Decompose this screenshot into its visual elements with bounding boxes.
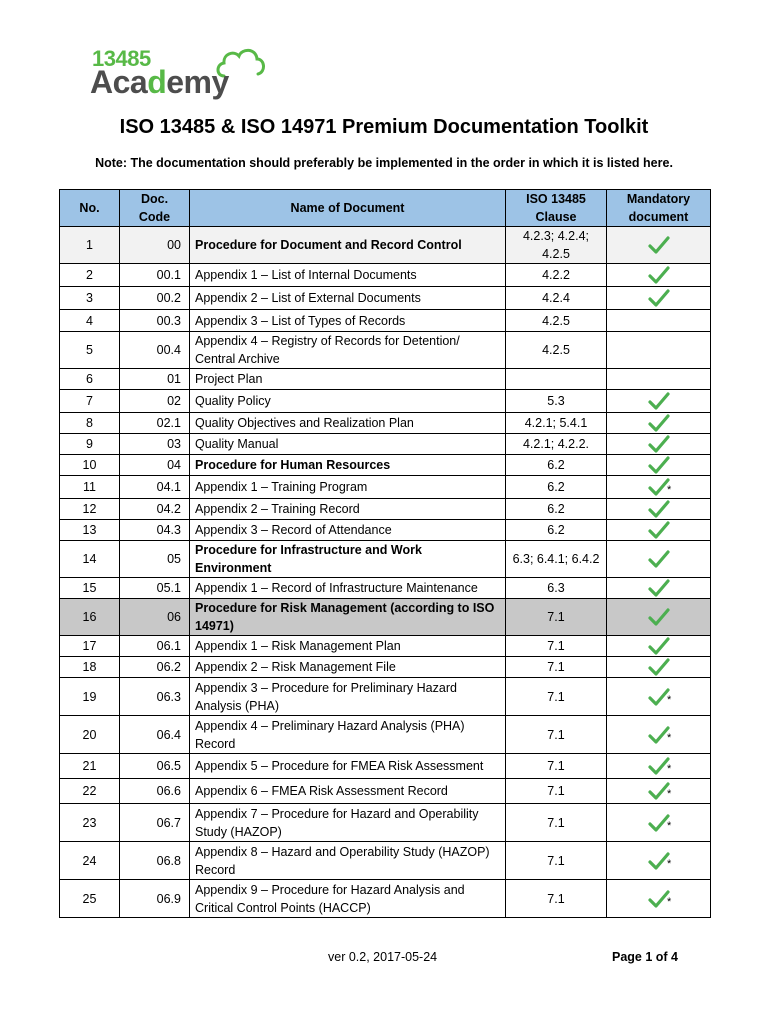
table-row <box>60 541 711 578</box>
row-number: 3 <box>60 287 120 310</box>
documents-table <box>59 189 711 918</box>
document-name: Appendix 3 – Record of Attendance <box>190 520 506 541</box>
header-doc-code: Doc. Code <box>120 190 190 227</box>
document-name: Appendix 1 – Risk Management Plan <box>190 636 506 657</box>
row-number: 17 <box>60 636 120 657</box>
iso-clause: 4.2.1; 4.2.2. <box>506 434 607 455</box>
mandatory-cell <box>607 310 711 332</box>
iso-clause: 7.1 <box>506 754 607 779</box>
document-name: Appendix 1 – Training Program <box>190 476 506 499</box>
header-name: Name of Document <box>190 190 506 227</box>
table-row <box>60 287 711 310</box>
mandatory-cell <box>607 804 711 842</box>
document-name: Appendix 4 – Registry of Records for Detention/ Central Archive <box>190 332 506 369</box>
doc-code: 05 <box>120 541 190 578</box>
row-number: 16 <box>60 599 120 636</box>
mandatory-cell <box>607 678 711 716</box>
footnote-star: * <box>667 763 672 775</box>
document-name: Appendix 8 – Hazard and Operability Study (HAZOP) Record <box>190 842 506 880</box>
doc-code: 06.4 <box>120 716 190 754</box>
document-name: Appendix 1 – List of Internal Documents <box>190 264 506 287</box>
document-name: Appendix 5 – Procedure for FMEA Risk Assessment <box>190 754 506 779</box>
iso-clause <box>506 369 607 390</box>
implementation-note: Note: The documentation should preferably be implemented in the order in which it is listed here. <box>95 156 673 170</box>
mandatory-cell <box>607 716 711 754</box>
doc-code: 06.9 <box>120 880 190 918</box>
mandatory-cell <box>607 287 711 310</box>
checkmark-icon <box>648 265 670 285</box>
mandatory-cell <box>607 842 711 880</box>
checkmark-icon <box>648 657 670 677</box>
iso-clause: 4.2.2 <box>506 264 607 287</box>
doc-code: 06.1 <box>120 636 190 657</box>
doc-code: 06.8 <box>120 842 190 880</box>
iso-clause: 7.1 <box>506 880 607 918</box>
doc-code: 02.1 <box>120 413 190 434</box>
iso-clause: 6.2 <box>506 520 607 541</box>
iso-clause: 7.1 <box>506 678 607 716</box>
table-row <box>60 390 711 413</box>
header-clause: ISO 13485 Clause <box>506 190 607 227</box>
row-number: 20 <box>60 716 120 754</box>
table-row <box>60 599 711 636</box>
mandatory-cell <box>607 413 711 434</box>
row-number: 5 <box>60 332 120 369</box>
header-no: No. <box>60 190 120 227</box>
document-name: Appendix 2 – Training Record <box>190 499 506 520</box>
table-row <box>60 716 711 754</box>
document-name: Procedure for Document and Record Control <box>190 227 506 264</box>
iso-clause: 7.1 <box>506 716 607 754</box>
table-row <box>60 227 711 264</box>
iso-clause: 4.2.1; 5.4.1 <box>506 413 607 434</box>
doc-code: 06.5 <box>120 754 190 779</box>
doc-code: 06.3 <box>120 678 190 716</box>
iso-clause: 4.2.3; 4.2.4; 4.2.5 <box>506 227 607 264</box>
row-number: 14 <box>60 541 120 578</box>
iso-clause: 7.1 <box>506 636 607 657</box>
checkmark-icon <box>648 413 670 433</box>
document-name: Appendix 6 – FMEA Risk Assessment Record <box>190 779 506 804</box>
document-name: Quality Policy <box>190 390 506 413</box>
iso-clause: 5.3 <box>506 390 607 413</box>
iso-clause: 7.1 <box>506 599 607 636</box>
row-number: 15 <box>60 578 120 599</box>
row-number: 19 <box>60 678 120 716</box>
table-row <box>60 657 711 678</box>
mandatory-cell <box>607 779 711 804</box>
row-number: 24 <box>60 842 120 880</box>
table-row <box>60 369 711 390</box>
checkmark-icon <box>648 434 670 454</box>
row-number: 13 <box>60 520 120 541</box>
row-number: 7 <box>60 390 120 413</box>
iso-clause: 4.2.4 <box>506 287 607 310</box>
document-name: Appendix 9 – Procedure for Hazard Analysis and Critical Control Points (HACCP) <box>190 880 506 918</box>
row-number: 4 <box>60 310 120 332</box>
row-number: 9 <box>60 434 120 455</box>
mandatory-cell <box>607 599 711 636</box>
footnote-star: * <box>667 693 672 706</box>
mandatory-cell <box>607 227 711 264</box>
document-name: Procedure for Risk Management (according to ISO 14971) <box>190 599 506 636</box>
iso-clause: 6.2 <box>506 455 607 476</box>
doc-code: 04 <box>120 455 190 476</box>
row-number: 1 <box>60 227 120 264</box>
iso-clause: 4.2.5 <box>506 310 607 332</box>
table-row <box>60 804 711 842</box>
footnote-star: * <box>667 731 672 744</box>
doc-code: 06.6 <box>120 779 190 804</box>
document-name: Project Plan <box>190 369 506 390</box>
doc-code: 05.1 <box>120 578 190 599</box>
mandatory-cell <box>607 332 711 369</box>
iso-clause: 6.2 <box>506 499 607 520</box>
doc-code: 06.2 <box>120 657 190 678</box>
document-title: ISO 13485 & ISO 14971 Premium Documentation Toolkit <box>119 116 649 138</box>
footnote-star: * <box>667 895 672 908</box>
table-row <box>60 434 711 455</box>
document-name: Appendix 2 – Risk Management File <box>190 657 506 678</box>
table-row <box>60 520 711 541</box>
doc-code: 04.2 <box>120 499 190 520</box>
logo-number: 13485 <box>92 46 151 71</box>
checkmark-icon <box>648 288 670 308</box>
row-number: 6 <box>60 369 120 390</box>
table-row <box>60 476 711 499</box>
footnote-star: * <box>667 857 672 870</box>
table-row <box>60 413 711 434</box>
table-row <box>60 636 711 657</box>
checkmark-icon <box>648 607 670 627</box>
table-row <box>60 455 711 476</box>
iso-clause: 6.3 <box>506 578 607 599</box>
checkmark-icon <box>648 391 670 411</box>
row-number: 12 <box>60 499 120 520</box>
logo <box>90 42 270 104</box>
document-name: Appendix 1 – Record of Infrastructure Maintenance <box>190 578 506 599</box>
mandatory-cell <box>607 264 711 287</box>
table-header-row <box>60 190 711 227</box>
iso-clause: 6.2 <box>506 476 607 499</box>
doc-code: 03 <box>120 434 190 455</box>
table-row <box>60 332 711 369</box>
mandatory-cell <box>607 499 711 520</box>
table-row <box>60 754 711 779</box>
document-name: Procedure for Human Resources <box>190 455 506 476</box>
iso-clause: 7.1 <box>506 842 607 880</box>
document-name: Quality Manual <box>190 434 506 455</box>
iso-clause: 7.1 <box>506 804 607 842</box>
checkmark-icon <box>648 235 670 255</box>
checkmark-icon <box>648 578 670 598</box>
document-name: Procedure for Infrastructure and Work Environment <box>190 541 506 578</box>
checkmark-icon <box>648 455 670 475</box>
doc-code: 00.1 <box>120 264 190 287</box>
table-row <box>60 678 711 716</box>
mandatory-cell <box>607 476 711 499</box>
mandatory-cell <box>607 880 711 918</box>
row-number: 22 <box>60 779 120 804</box>
doc-code: 04.3 <box>120 520 190 541</box>
table-row <box>60 578 711 599</box>
checkmark-icon <box>648 499 670 519</box>
mandatory-cell <box>607 390 711 413</box>
footnote-star: * <box>667 788 672 800</box>
table-row <box>60 310 711 332</box>
mandatory-cell <box>607 636 711 657</box>
doc-code: 00.4 <box>120 332 190 369</box>
doc-code: 00.2 <box>120 287 190 310</box>
doc-code: 00.3 <box>120 310 190 332</box>
mandatory-cell <box>607 434 711 455</box>
checkmark-icon <box>648 549 670 569</box>
document-name: Appendix 2 – List of External Documents <box>190 287 506 310</box>
doc-code: 00 <box>120 227 190 264</box>
document-name: Appendix 3 – Procedure for Preliminary Hazard Analysis (PHA) <box>190 678 506 716</box>
footnote-star: * <box>667 819 672 832</box>
mandatory-cell <box>607 455 711 476</box>
row-number: 18 <box>60 657 120 678</box>
checkmark-icon <box>648 520 670 540</box>
table-row <box>60 880 711 918</box>
footer-version: ver 0.2, 2017-05-24 <box>328 950 438 964</box>
mandatory-cell <box>607 520 711 541</box>
row-number: 2 <box>60 264 120 287</box>
iso-clause: 7.1 <box>506 779 607 804</box>
mandatory-cell <box>607 369 711 390</box>
doc-code: 01 <box>120 369 190 390</box>
iso-clause: 4.2.5 <box>506 332 607 369</box>
mandatory-cell <box>607 578 711 599</box>
table-row <box>60 499 711 520</box>
row-number: 25 <box>60 880 120 918</box>
document-name: Appendix 4 – Preliminary Hazard Analysis (PHA) Record <box>190 716 506 754</box>
mandatory-cell <box>607 657 711 678</box>
document-name: Quality Objectives and Realization Plan <box>190 413 506 434</box>
row-number: 10 <box>60 455 120 476</box>
document-name: Appendix 7 – Procedure for Hazard and Operability Study (HAZOP) <box>190 804 506 842</box>
doc-code: 04.1 <box>120 476 190 499</box>
row-number: 21 <box>60 754 120 779</box>
table-row <box>60 842 711 880</box>
table-row <box>60 779 711 804</box>
row-number: 11 <box>60 476 120 499</box>
header-mandatory: Mandatory document <box>607 190 711 227</box>
logo-word: Academy <box>90 64 229 100</box>
iso-clause: 6.3; 6.4.1; 6.4.2 <box>506 541 607 578</box>
mandatory-cell <box>607 541 711 578</box>
footer-page-number: Page 1 of 4 <box>612 950 678 964</box>
mandatory-cell <box>607 754 711 779</box>
row-number: 23 <box>60 804 120 842</box>
doc-code: 06 <box>120 599 190 636</box>
checkmark-icon <box>648 636 670 656</box>
doc-code: 06.7 <box>120 804 190 842</box>
iso-clause: 7.1 <box>506 657 607 678</box>
table-row <box>60 264 711 287</box>
doc-code: 02 <box>120 390 190 413</box>
row-number: 8 <box>60 413 120 434</box>
document-name: Appendix 3 – List of Types of Records <box>190 310 506 332</box>
footnote-star: * <box>667 484 672 496</box>
